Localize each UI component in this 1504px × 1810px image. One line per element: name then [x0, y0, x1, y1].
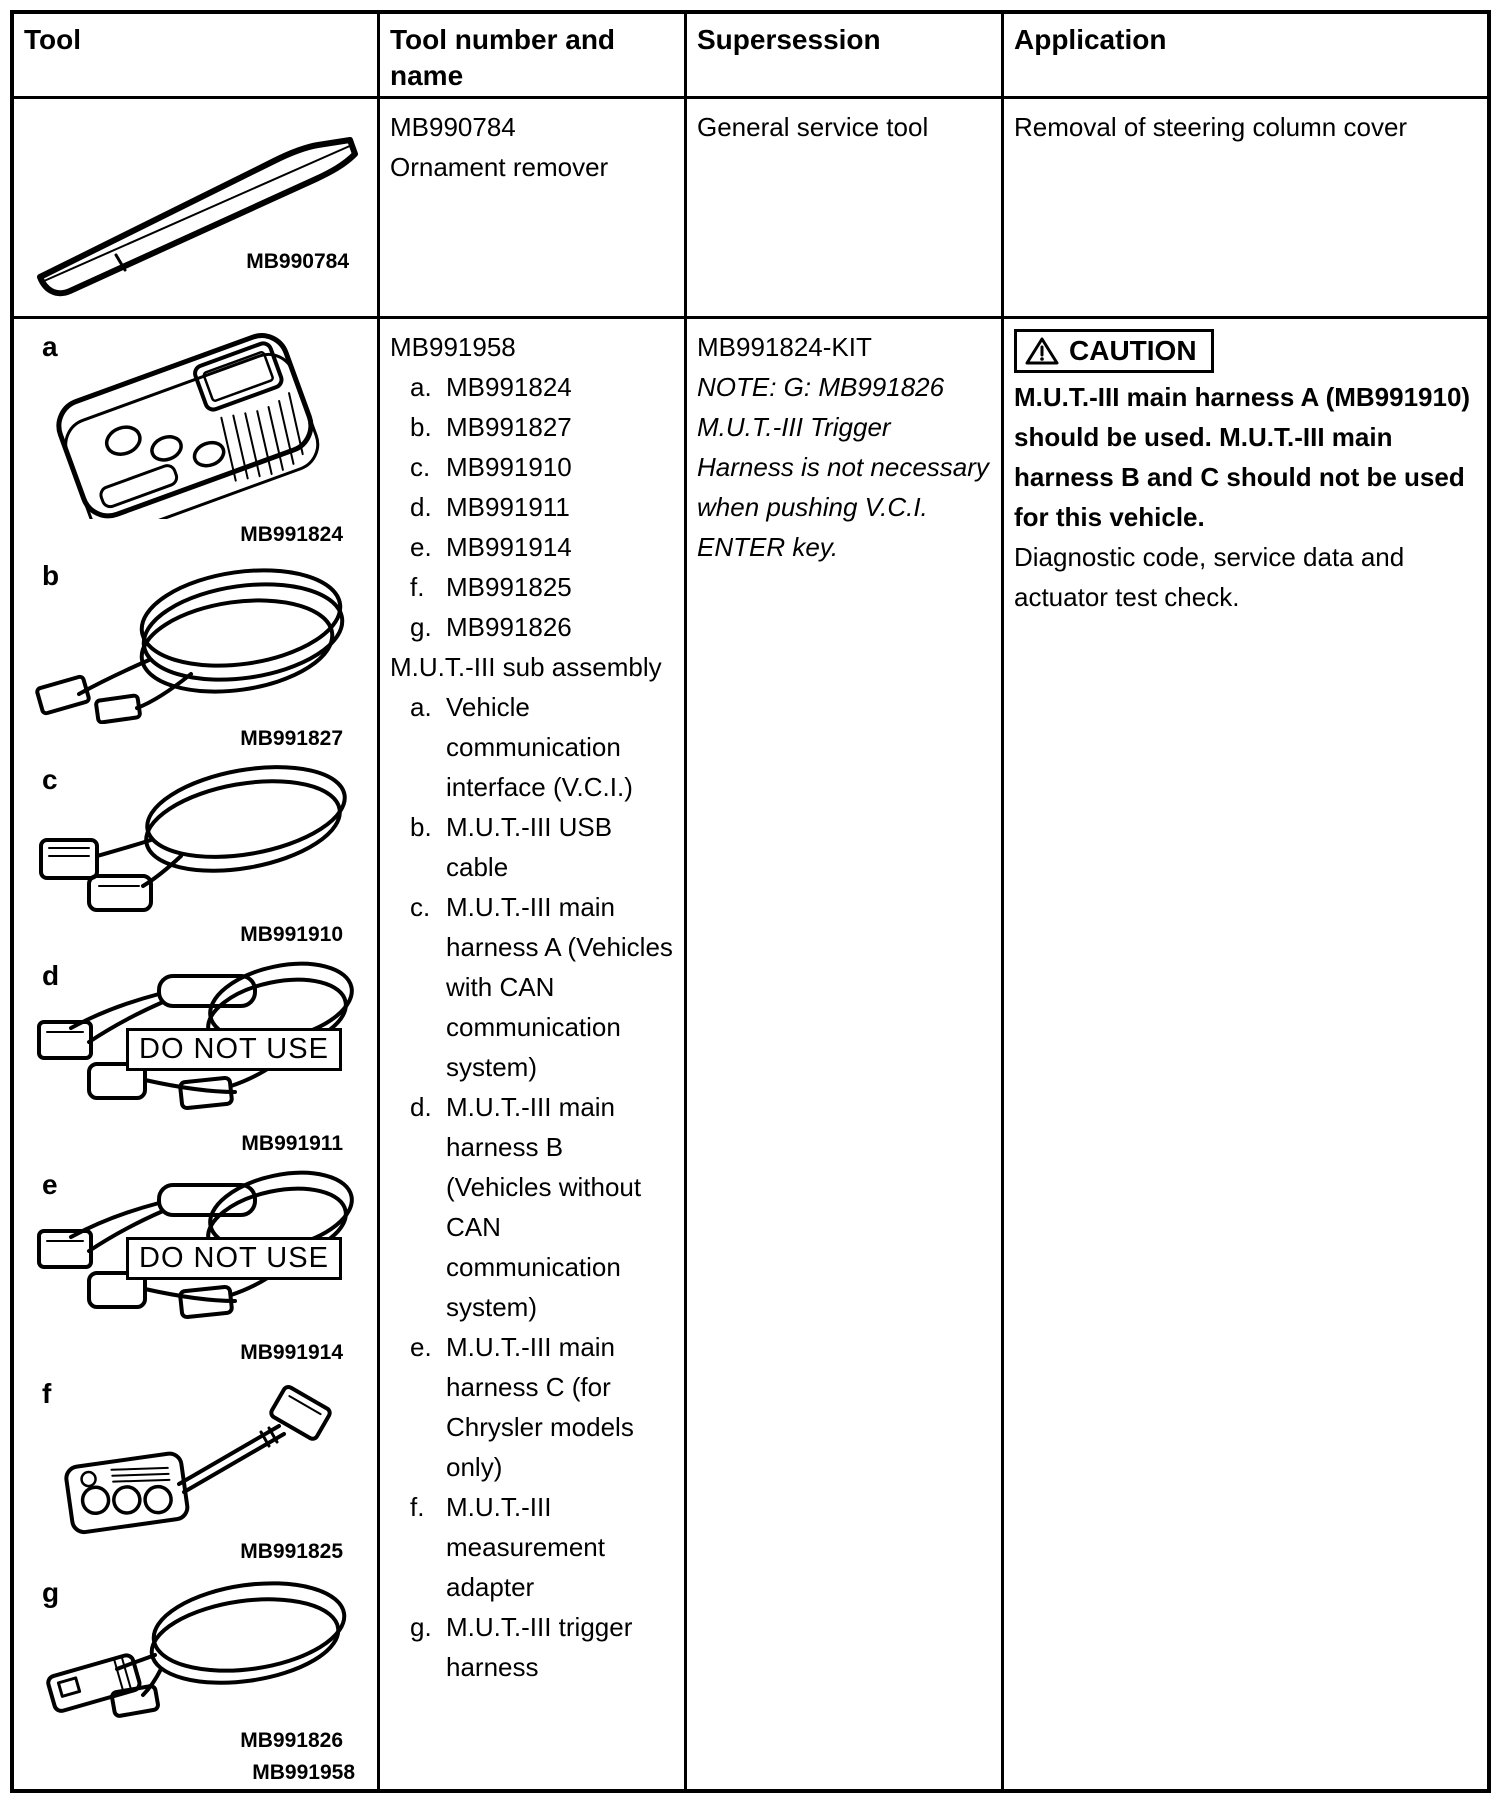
- component-name: M.U.T.-III main harness A (Vehicles with CAN communication system): [446, 892, 673, 1082]
- part-number: MB991826: [446, 612, 572, 642]
- figure-part-number-g: MB991826: [240, 1729, 343, 1752]
- row1-supersession-cell: [687, 99, 1004, 319]
- row1-application-cell: [1004, 99, 1487, 319]
- row2-tool-figure-cell: [14, 319, 380, 1789]
- figure-letter-d: d: [42, 960, 60, 991]
- component-item: [390, 1487, 674, 1607]
- part-number: MB991910: [446, 452, 572, 482]
- caution-label: CAUTION: [1069, 335, 1197, 366]
- header-cell-supersession: Supersession: [687, 14, 1004, 99]
- main-harness-a-icon: [31, 760, 361, 920]
- component-letter: g.: [410, 1612, 432, 1642]
- figure-letter-g: g: [42, 1577, 60, 1608]
- row1-figure-part-number: MB990784: [246, 250, 349, 273]
- part-letter: f.: [410, 572, 425, 602]
- part-letter: c.: [410, 452, 431, 482]
- vci-device-icon: [31, 327, 361, 519]
- row1-tool-number-cell: [380, 99, 687, 319]
- part-number-item: [390, 567, 674, 607]
- part-number-item: [390, 367, 674, 407]
- component-letter: a.: [410, 692, 432, 722]
- part-number: MB991911: [446, 492, 570, 522]
- part-letter: a.: [410, 372, 432, 402]
- component-item: [390, 887, 674, 1087]
- row1-application: Removal of steering column cover: [1014, 112, 1408, 142]
- row1-supersession: General service tool: [697, 112, 929, 142]
- component-letter: b.: [410, 812, 432, 842]
- row2-application-cell: [1004, 319, 1487, 1789]
- supersession-kit: MB991824-KIT: [697, 332, 872, 362]
- row1-tool-figure-cell: [14, 99, 380, 319]
- component-item: [390, 807, 674, 887]
- part-letter: d.: [410, 492, 432, 522]
- caution-box: [1014, 329, 1214, 373]
- tool-figure-g: [22, 1573, 369, 1758]
- supersession-note: NOTE: G: MB991826 M.U.T.-III Trigger Harness is not necessary when pushing V.C.I. ENTER key.: [697, 372, 989, 562]
- figure-part-number-b: MB991827: [240, 727, 343, 750]
- kit-part-number: MB991958: [252, 1761, 355, 1784]
- component-name: M.U.T.-III trigger harness: [446, 1612, 633, 1682]
- component-item: [390, 1607, 674, 1687]
- tool-figure-a: [22, 327, 369, 552]
- header-cell-tool-number: Tool number and name: [380, 14, 687, 99]
- part-number: MB991825: [446, 572, 572, 602]
- application-normal-text: Diagnostic code, service data and actuator test check.: [1014, 542, 1405, 612]
- tool-figure-d: [22, 956, 369, 1161]
- warning-triangle-icon: [1025, 336, 1059, 366]
- tool-figure-b: [22, 556, 369, 756]
- usb-cable-icon: [31, 556, 361, 724]
- figure-letter-e: e: [42, 1169, 58, 1200]
- figure-part-number-c: MB991910: [240, 923, 343, 946]
- kit-number: MB991958: [390, 332, 516, 362]
- component-name: M.U.T.-III main harness C (for Chrysler models only): [446, 1332, 634, 1482]
- part-number-item: [390, 447, 674, 487]
- component-name: M.U.T.-III measurement adapter: [446, 1492, 605, 1602]
- figure-part-number-d: MB991911: [241, 1132, 343, 1155]
- tool-figure-c: [22, 760, 369, 952]
- part-number-item: [390, 607, 674, 647]
- part-number-item: [390, 487, 674, 527]
- component-letter: e.: [410, 1332, 432, 1362]
- header-cell-application: Application: [1004, 14, 1487, 99]
- part-number: MB991827: [446, 412, 572, 442]
- figure-letter-a: a: [42, 331, 58, 362]
- do-not-use-overlay-d: DO NOT USE: [126, 1028, 342, 1071]
- tool-figure-e: [22, 1165, 369, 1370]
- figure-letter-b: b: [42, 560, 60, 591]
- part-number: MB991824: [446, 372, 572, 402]
- component-name: Vehicle communication interface (V.C.I.): [446, 692, 633, 802]
- header-cell-tool: Tool: [14, 14, 380, 99]
- figure-part-number-a: MB991824: [240, 523, 343, 546]
- part-letter: g.: [410, 612, 432, 642]
- row2-supersession-cell: [687, 319, 1004, 1789]
- component-item: [390, 1087, 674, 1327]
- part-letter: b.: [410, 412, 432, 442]
- measurement-adapter-icon: [31, 1374, 361, 1538]
- figure-part-number-e: MB991914: [240, 1341, 343, 1364]
- trigger-harness-icon: [31, 1573, 361, 1725]
- special-tools-table: [10, 10, 1491, 1793]
- part-letter: e.: [410, 532, 432, 562]
- component-name: M.U.T.-III main harness B (Vehicles without CAN communication system): [446, 1092, 642, 1322]
- figure-part-number-f: MB991825: [240, 1540, 343, 1563]
- component-item: [390, 1327, 674, 1487]
- component-item: [390, 687, 674, 807]
- component-letter: f.: [410, 1492, 425, 1522]
- row1-tool-name: Ornament remover: [390, 152, 609, 182]
- application-caution-text: M.U.T.-III main harness A (MB991910) should be used. M.U.T.-III main harness B and C should not be used for this vehicle.: [1014, 382, 1471, 532]
- figure-letter-c: c: [42, 764, 58, 795]
- row1-tool-number: MB990784: [390, 112, 516, 142]
- component-letter: c.: [410, 892, 431, 922]
- part-number-item: [390, 407, 674, 447]
- component-letter: d.: [410, 1092, 432, 1122]
- part-number-item: [390, 527, 674, 567]
- assembly-name: M.U.T.-III sub assembly: [390, 652, 662, 682]
- part-number: MB991914: [446, 532, 572, 562]
- component-name: M.U.T.-III USB cable: [446, 812, 613, 882]
- do-not-use-overlay-e: DO NOT USE: [126, 1237, 342, 1280]
- figure-letter-f: f: [42, 1378, 52, 1409]
- tool-figure-f: [22, 1374, 369, 1569]
- row2-tool-number-cell: [380, 319, 687, 1789]
